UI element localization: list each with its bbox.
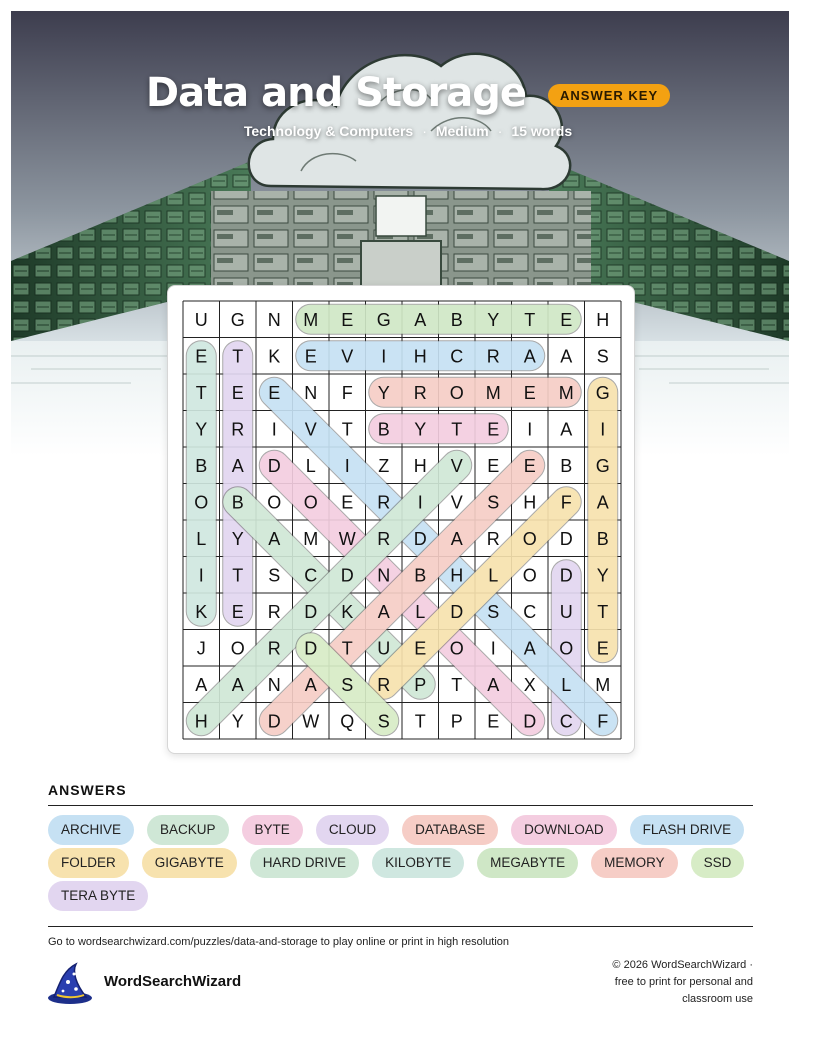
grid-letter[interactable]: K (341, 601, 354, 622)
wizard-hat-icon (46, 962, 94, 1006)
puzzle-meta (0, 123, 816, 139)
grid-letter[interactable]: I (417, 492, 423, 513)
grid-letter[interactable]: B (450, 309, 463, 330)
grid-letter[interactable]: Y (231, 711, 244, 732)
grid-letter[interactable]: V (450, 455, 463, 476)
grid-letter[interactable]: C (523, 601, 537, 622)
grid-letter[interactable]: E (487, 455, 500, 476)
grid-letter[interactable]: J (196, 638, 206, 659)
answers-divider (48, 805, 753, 806)
grid-letter[interactable]: M (303, 309, 319, 330)
grid-letter[interactable]: R (486, 346, 500, 367)
grid-letter[interactable]: Y (414, 419, 427, 440)
answer-chip: TERA BYTE (48, 881, 148, 911)
grid-letter[interactable]: N (304, 382, 318, 403)
grid-letter[interactable]: E (414, 638, 427, 659)
grid-letter[interactable]: A (268, 528, 281, 549)
grid-letter[interactable]: H (450, 565, 464, 586)
grid-letter[interactable]: T (524, 309, 536, 330)
grid-letter[interactable]: F (560, 492, 572, 513)
grid-letter[interactable]: R (377, 528, 391, 549)
grid-letter[interactable]: A (414, 309, 427, 330)
grid-letter[interactable]: E (487, 711, 500, 732)
puzzle-word-count: 15 words (511, 123, 573, 139)
grid-letter[interactable]: E (596, 638, 609, 659)
grid-letter[interactable]: I (527, 419, 533, 440)
answer-chip: CLOUD (316, 815, 389, 845)
answer-chip: HARD DRIVE (250, 848, 359, 878)
grid-letter[interactable]: T (414, 711, 426, 732)
grid-letter[interactable]: I (381, 346, 387, 367)
puzzle-grid[interactable] (168, 286, 634, 753)
grid-letter[interactable]: Y (231, 528, 244, 549)
footer-divider (48, 926, 753, 927)
grid-letter[interactable]: B (231, 492, 244, 513)
grid-letter[interactable]: S (487, 492, 500, 513)
grid-letter[interactable]: A (523, 346, 536, 367)
grid-letter[interactable]: U (377, 638, 391, 659)
answer-key-badge: ANSWER KEY (548, 84, 670, 107)
grid-letter[interactable]: S (596, 346, 609, 367)
grid-letter[interactable]: V (341, 346, 354, 367)
grid-letter[interactable]: C (304, 565, 318, 586)
grid-letter[interactable]: F (597, 711, 609, 732)
grid-letter[interactable]: L (305, 455, 316, 476)
grid-letter[interactable]: P (450, 711, 463, 732)
grid-letter[interactable]: B (560, 455, 573, 476)
grid-letter[interactable]: D (267, 711, 281, 732)
grid-letter[interactable]: O (449, 638, 464, 659)
grid-letter[interactable]: H (596, 309, 610, 330)
grid-letter[interactable]: I (344, 455, 350, 476)
grid-letter[interactable]: I (490, 638, 496, 659)
grid-letter[interactable]: Y (596, 565, 609, 586)
grid-letter[interactable]: E (231, 601, 244, 622)
grid-letter[interactable]: O (230, 638, 245, 659)
grid-letter[interactable]: V (450, 492, 463, 513)
grid-letter[interactable]: D (559, 565, 573, 586)
brand-name[interactable]: WordSearchWizard (104, 973, 242, 990)
grid-letter[interactable]: S (487, 601, 500, 622)
meta-separator: · (422, 123, 427, 139)
grid-letter[interactable]: W (338, 528, 356, 549)
copyright-line: © 2026 WordSearchWizard · (612, 959, 753, 971)
grid-letter[interactable]: B (377, 419, 390, 440)
grid-letter[interactable]: E (523, 455, 536, 476)
grid-letter[interactable]: A (560, 419, 573, 440)
grid-letter[interactable]: K (268, 346, 281, 367)
grid-letter[interactable]: A (231, 455, 244, 476)
grid-letter[interactable]: E (560, 309, 573, 330)
grid-letter[interactable]: M (595, 674, 611, 695)
grid-letter[interactable]: V (304, 419, 317, 440)
answer-chip: GIGABYTE (142, 848, 237, 878)
grid-letter[interactable]: N (267, 309, 281, 330)
grid-letter[interactable]: U (194, 309, 208, 330)
grid-letter[interactable]: T (341, 638, 353, 659)
grid-letter[interactable]: H (194, 711, 208, 732)
grid-letter[interactable]: C (559, 711, 573, 732)
grid-letter[interactable]: C (450, 346, 464, 367)
grid-letter[interactable]: O (559, 638, 574, 659)
grid-letter[interactable]: Y (487, 309, 500, 330)
grid-letter[interactable]: A (450, 528, 463, 549)
grid-letter[interactable]: I (198, 565, 204, 586)
grid-letter[interactable]: B (414, 565, 427, 586)
grid-letter[interactable]: E (195, 346, 208, 367)
grid-letter[interactable]: B (596, 528, 609, 549)
grid-letter[interactable]: R (486, 528, 500, 549)
grid-letter[interactable]: I (271, 419, 277, 440)
grid-letter[interactable]: E (304, 346, 317, 367)
grid-letter[interactable]: Y (195, 419, 208, 440)
grid-letter[interactable]: S (377, 711, 390, 732)
answer-chip: SSD (691, 848, 745, 878)
grid-letter[interactable]: R (377, 492, 391, 513)
answer-chip: ARCHIVE (48, 815, 134, 845)
grid-letter[interactable]: H (413, 455, 427, 476)
grid-letter[interactable]: E (341, 309, 354, 330)
grid-letter[interactable]: L (415, 601, 426, 622)
grid-letter[interactable]: R (413, 382, 427, 403)
answer-chip: KILOBYTE (372, 848, 464, 878)
grid-letter[interactable]: A (195, 674, 208, 695)
grid-letter[interactable]: Z (378, 455, 390, 476)
grid-letter[interactable]: R (267, 638, 281, 659)
grid-letter[interactable]: R (377, 674, 391, 695)
grid-letter[interactable]: A (596, 492, 609, 513)
answer-chip: DATABASE (402, 815, 498, 845)
grid-letter[interactable]: O (449, 382, 464, 403)
grid-letter[interactable]: S (341, 674, 354, 695)
grid-letter[interactable]: A (377, 601, 390, 622)
grid-letter[interactable]: A (487, 674, 500, 695)
grid-letter[interactable]: A (523, 638, 536, 659)
grid-letter[interactable]: E (268, 382, 281, 403)
grid-letter[interactable]: D (413, 528, 427, 549)
grid-letter[interactable]: S (268, 565, 281, 586)
grid-letter[interactable]: D (559, 528, 573, 549)
grid-letter[interactable]: E (523, 382, 536, 403)
copyright-line: classroom use (682, 993, 753, 1005)
meta-separator: · (497, 123, 503, 139)
copyright (573, 957, 753, 1008)
grid-letter[interactable]: Y (377, 382, 390, 403)
grid-letter[interactable]: D (450, 601, 464, 622)
grid-letter[interactable]: T (451, 674, 463, 695)
grid-letter[interactable]: Q (340, 711, 355, 732)
grid-letter[interactable]: R (267, 601, 281, 622)
grid-letter[interactable]: O (522, 565, 537, 586)
grid-letter[interactable]: O (194, 492, 209, 513)
grid-letter[interactable]: O (267, 492, 282, 513)
grid-letter[interactable]: B (195, 455, 208, 476)
answer-chip: FLASH DRIVE (630, 815, 745, 845)
grid-letter[interactable]: T (341, 419, 353, 440)
grid-letter[interactable]: L (561, 674, 572, 695)
grid-letter[interactable]: N (377, 565, 391, 586)
grid-letter[interactable]: X (523, 674, 536, 695)
puzzle-title: Data and Storage (145, 70, 527, 116)
grid-letter[interactable]: G (230, 309, 245, 330)
grid-letter[interactable]: D (340, 565, 354, 586)
grid-letter[interactable]: G (595, 382, 610, 403)
grid-letter[interactable]: D (523, 711, 537, 732)
grid-letter[interactable]: G (376, 309, 391, 330)
grid-letter[interactable]: G (595, 455, 610, 476)
answer-chip: FOLDER (48, 848, 129, 878)
answer-chip: MEGABYTE (477, 848, 578, 878)
puzzle-category: Technology & Computers (243, 123, 414, 139)
grid-letter[interactable]: T (232, 565, 244, 586)
grid-letter[interactable]: O (303, 492, 318, 513)
grid-letter[interactable]: A (304, 674, 317, 695)
grid-letter[interactable]: N (267, 674, 281, 695)
grid-letter[interactable]: E (487, 419, 500, 440)
grid-letter[interactable]: E (231, 382, 244, 403)
grid-letter[interactable]: O (522, 528, 537, 549)
answers-heading: ANSWERS (48, 782, 127, 798)
grid-letter[interactable]: M (558, 382, 574, 403)
grid-letter[interactable]: A (231, 674, 244, 695)
grid-letter[interactable]: E (341, 492, 354, 513)
grid-letter[interactable]: H (523, 492, 537, 513)
copyright-line: free to print for personal and (614, 976, 753, 988)
grid-letter[interactable]: T (597, 601, 609, 622)
grid-letter[interactable]: P (414, 674, 427, 695)
grid-letter[interactable]: T (232, 346, 244, 367)
answer-chip: BACKUP (147, 815, 229, 845)
grid-letter[interactable]: T (451, 419, 463, 440)
grid-letter[interactable]: L (488, 565, 499, 586)
grid-letter[interactable]: M (485, 382, 501, 403)
grid-letter[interactable]: W (302, 711, 320, 732)
grid-letter[interactable]: H (413, 346, 427, 367)
grid-letter[interactable]: A (560, 346, 573, 367)
grid-letter[interactable]: D (304, 601, 318, 622)
footer-link[interactable]: Go to wordsearchwizard.com/puzzles/data-and-storage to play online or print in high resolution (48, 936, 510, 948)
puzzle-difficulty: Medium (435, 123, 489, 139)
grid-letter[interactable]: D (304, 638, 318, 659)
title-bar (0, 70, 816, 116)
grid-letter[interactable]: L (196, 528, 207, 549)
grid-letter[interactable]: M (303, 528, 319, 549)
grid-letter[interactable]: K (195, 601, 208, 622)
grid-letter[interactable]: R (231, 419, 245, 440)
grid-letter[interactable]: I (600, 419, 606, 440)
grid-letter[interactable]: T (195, 382, 207, 403)
answer-chip: DOWNLOAD (511, 815, 617, 845)
answer-chip: BYTE (242, 815, 303, 845)
answer-chip: MEMORY (591, 848, 678, 878)
grid-letter[interactable]: D (267, 455, 281, 476)
puzzle-grid-card (167, 285, 635, 754)
grid-letter[interactable]: F (341, 382, 353, 403)
grid-letter[interactable]: U (559, 601, 573, 622)
